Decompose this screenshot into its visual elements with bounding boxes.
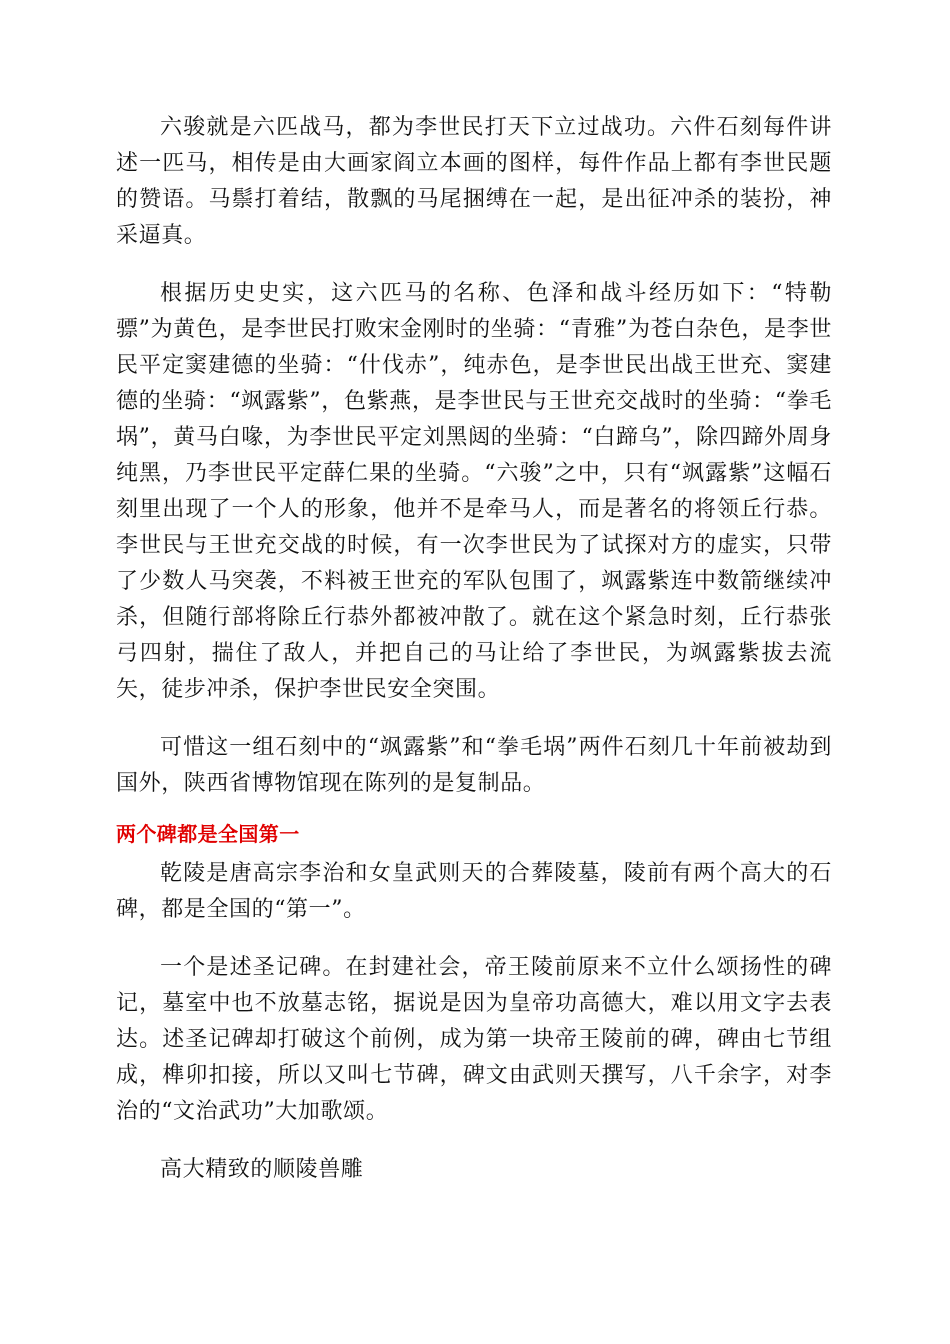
paragraph-qianling-intro: 乾陵是唐高宗李治和女皇武则天的合葬陵墓，陵前有两个高大的石碑，都是全国的“第一”。 — [116, 861, 832, 922]
paragraph-six-horses-intro: 六骏就是六匹战马，都为李世民打天下立过战功。六件石刻每件讲述一匹马，相传是由大画家阎立本画的图样，每件作品上都有李世民题的赞语。马鬃打着结，散飘的马尾捆缚在一起，是出征冲杀的装扮，神采逼真。 — [116, 115, 832, 248]
section-heading: 两个碑都是全国第一 — [116, 822, 300, 846]
paragraph-replicas-note: 可惜这一组石刻中的“飒露紫”和“拳毛埚”两件石刻几十年前被劫到国外，陕西省博物馆现在陈列的是复制品。 — [116, 735, 832, 796]
paragraph-six-horses-details: 根据历史史实，这六匹马的名称、色泽和战斗经历如下：“特勒骠”为黄色，是李世民打败宋金刚时的坐骑：“青雅”为苍白杂色，是李世民平定窦建德的坐骑：“什伐赤”，纯赤色，是李世民出战王世充、窦建德的坐骑：“飒露紫”，色紫燕，是李世民与王世充交战时的坐骑：“拳毛埚”，黄马白喙，为李世民平定刘黑闼的坐骑：“白蹄乌”，除四蹄外周身纯黑，乃李世民平定薛仁果的坐骑。“六骏”之中，只有“飒露紫”这幅石刻里出现了一个人的形象，他并不是牵马人，而是著名的将领丘行恭。李世民与王世充交战的时候，有一次李世民为了试探对方的虚实，只带了少数人马突袭，不料被王世充的军队包围了，飒露紫连中数箭继续冲杀，但随行部将除丘行恭外都被冲散了。就在这个紧急时刻，丘行恭张弓四射，揣住了敌人，并把自己的马让给了李世民，为飒露紫拔去流矢，徒步冲杀，保护李世民安全突围。 — [116, 281, 832, 702]
paragraph-shushengji-stele: 一个是述圣记碑。在封建社会，帝王陵前原来不立什么颂扬性的碑记，墓室中也不放墓志铭，据说是因为皇帝功高德大，难以用文字去表达。述圣记碑却打破这个前例，成为第一块帝王陵前的碑，碑由七节组成，榫卯扣接，所以又叫七节碑，碑文由武则天撰写，八千余字，对李治的“文治武功”大加歌颂。 — [116, 955, 832, 1124]
document-body — [116, 110, 832, 1188]
paragraph-shunling-sculptures: 高大精致的顺陵兽雕 — [160, 1157, 364, 1182]
